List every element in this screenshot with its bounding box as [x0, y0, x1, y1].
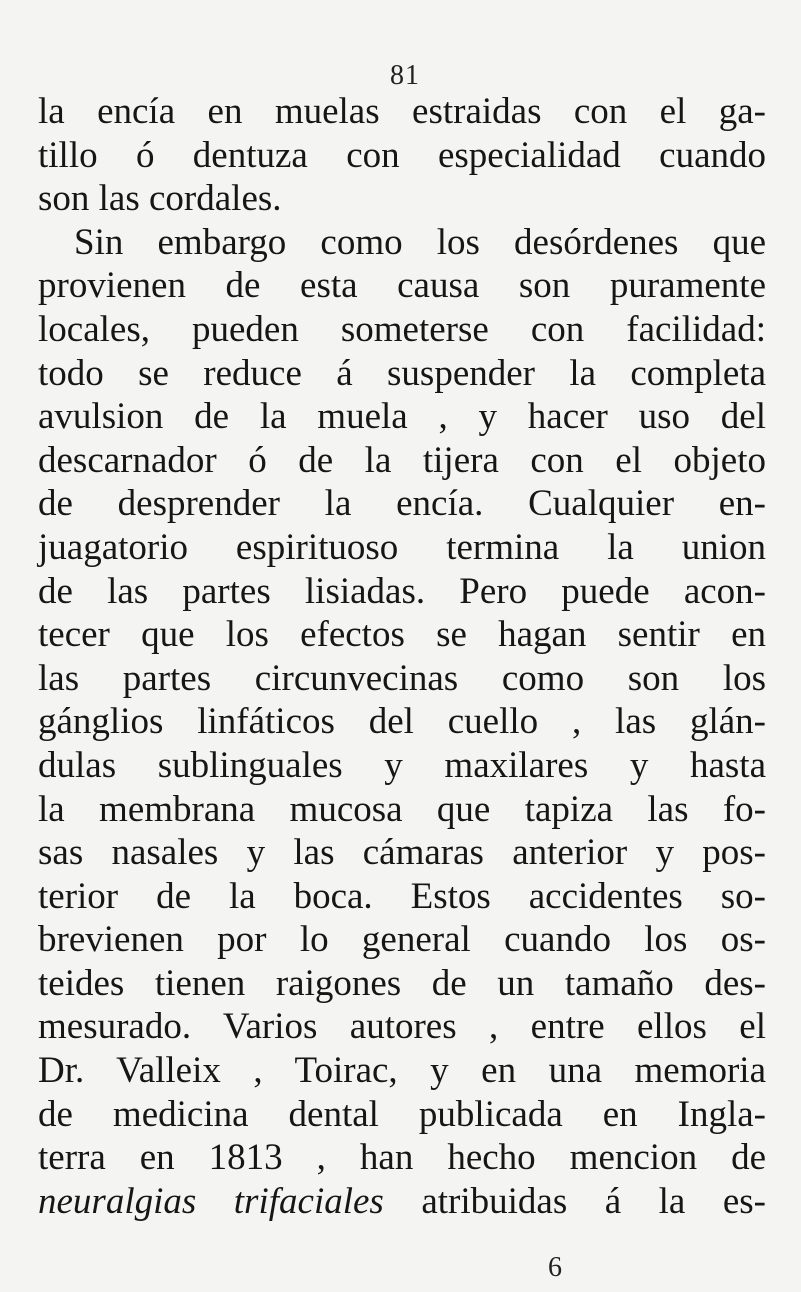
text-line: tecer que los efectos se hagan sentir en [38, 614, 766, 656]
text-line: Dr. Valleix , Toirac, y en una memoria [38, 1050, 766, 1092]
text-line: descarnador ó de la tijera con el objeto [38, 439, 766, 481]
text-line: dulas sublinguales y maxilares y hasta [38, 744, 766, 786]
text-line: terior de la boca. Estos accidentes so- [38, 875, 766, 917]
text-line: mesurado. Varios autores , entre ellos el [38, 1006, 766, 1048]
text-line [38, 1180, 766, 1224]
text-line: de medicina dental publicada en Ingla- [38, 1093, 766, 1135]
text-line: terra en 1813 , han hecho mencion de [38, 1137, 766, 1179]
text-line-rest: atribuidas á la es- [383, 1180, 766, 1222]
text-line: la encía en muelas estraidas con el ga- [38, 91, 766, 132]
text-line: brevienen por lo general cuando los os- [38, 919, 766, 961]
text-line: juagatorio espirituoso termina la union [38, 526, 766, 568]
text-line: de las partes lisiadas. Pero puede acon- [38, 570, 766, 612]
text-line: tillo ó dentuza con especialidad cuando [38, 134, 766, 176]
italic-term: neuralgias trifaciales [38, 1180, 384, 1222]
text-line: sas nasales y las cámaras anterior y pos- [38, 832, 766, 874]
page-number: 81 [390, 60, 420, 91]
signature-mark: 6 [548, 1252, 562, 1283]
text-line: de desprender la encía. Cualquier en- [38, 483, 766, 525]
text-line: locales, pueden someterse con facilidad: [38, 308, 766, 350]
text-line: son las cordales. [38, 178, 282, 220]
text-line: provienen de esta causa son puramente [38, 265, 766, 307]
text-line: la membrana mucosa que tapiza las fo- [38, 788, 766, 830]
text-line: teides tienen raigones de un tamaño des- [38, 962, 766, 1004]
text-line: avulsion de la muela , y hacer uso del [38, 396, 766, 438]
body-text [38, 90, 766, 1223]
text-line: gánglios linfáticos del cuello , las glán- [38, 701, 766, 743]
text-line: todo se reduce á suspender la completa [38, 352, 766, 394]
text-line: las partes circunvecinas como son los [38, 657, 766, 699]
text-line: Sin embargo como los desórdenes que [74, 221, 766, 263]
